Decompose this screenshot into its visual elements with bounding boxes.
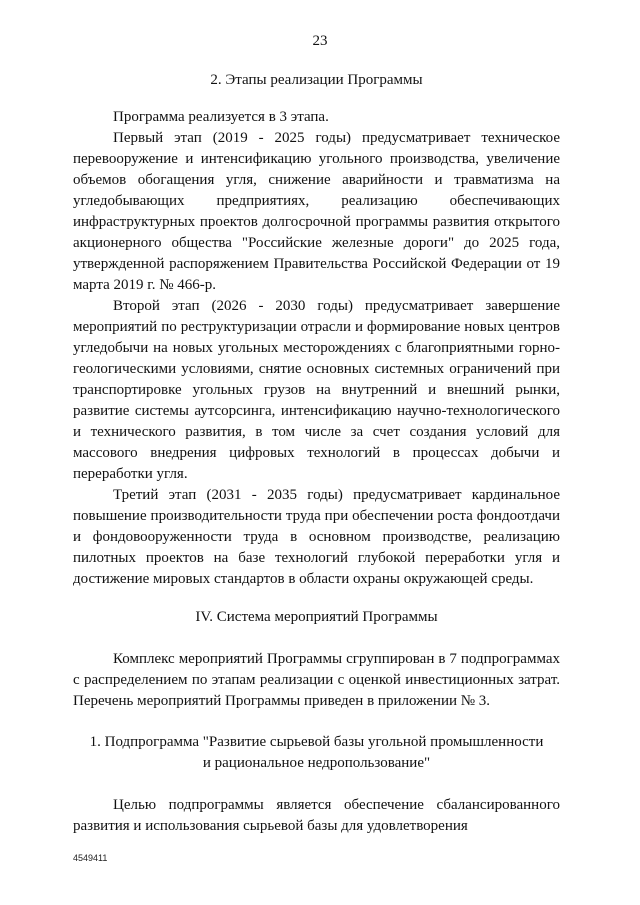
paragraph-subprogram-goal: Целью подпрограммы является обеспечение сбалансированного развития и использования сырьевой базы для удовлетворения: [73, 797, 560, 834]
paragraph-measures-complex: Комплекс мероприятий Программы сгруппирован в 7 подпрограммах с распределением по этапам реализации с оценкой инвестиционных затрат. Перечень мероприятий Программы приведен в приложении № 3.: [73, 651, 560, 709]
paragraph-stage-two: Второй этап (2026 - 2030 годы) предусматривает завершение мероприятий по реструктуризации отрасли и формирование новых центров угледобычи на новых угольных месторождениях с благоприятными горно-геологическими условиями, снятие основных системных ограничений при транспортировке угольных грузов на внутренний и внешний рынки, развитие системы аутсорсинга, интенсификацию научно-технологического и технического развития, в том числе за счет создания условий для массового внедрения цифровых технологий в процессах добычи и переработки угля.: [73, 298, 560, 482]
paragraph-stage-one: Первый этап (2019 - 2025 годы) предусматривает техническое перевооружение и интенсификацию угольного производства, увеличение объемов обогащения угля, снижение аварийности и травматизма на угледобывающих предприятиях, реализацию обеспечивающих инфраструктурных проектов долгосрочной программы развития открытого акционерного общества "Российские железные дороги" до 2025 года, утвержденной распоряжением Правительства Российской Федерации от 19 марта 2019 г. № 466-р.: [73, 130, 560, 293]
page-number: 23: [312, 33, 328, 49]
document-code: 4549411: [73, 853, 108, 863]
subprogram-heading-line-1: 1. Подпрограмма "Развитие сырьевой базы угольной промышленности: [89, 734, 544, 750]
subprogram-heading-line-2: и рациональное недропользование": [202, 755, 431, 771]
document-body: [73, 70, 560, 837]
paragraph-stages-count: Программа реализуется в 3 этапа.: [113, 109, 329, 125]
section-heading-stages: 2. Этапы реализации Программы: [210, 72, 423, 88]
subprogram-heading: [73, 732, 560, 774]
paragraph-stage-three: Третий этап (2031 - 2035 годы) предусматривает кардинальное повышение производительности труда при обеспечении роста фондоотдачи и фондовооруженности труда в основном производстве, реализацию пилотных проектов на базе технологий глубокой переработки угля и достижение мировых стандартов в области охраны окружающей среды.: [73, 487, 560, 587]
section-heading-measures: IV. Система мероприятий Программы: [195, 609, 438, 625]
